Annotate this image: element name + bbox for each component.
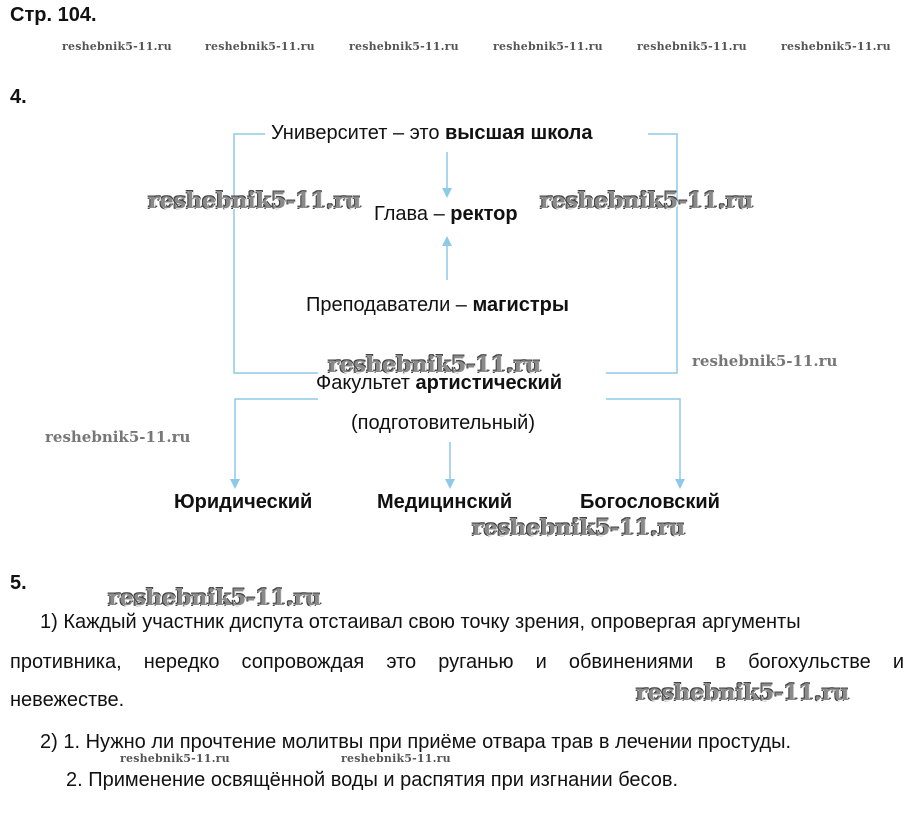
watermark: reshebnik5-11.ru <box>328 352 542 378</box>
answer-1-line-3: невежестве. <box>10 689 125 711</box>
watermark: reshebnik5-11.ru <box>205 40 315 53</box>
university-bold: высшая школа <box>445 122 593 144</box>
diagram-faculty-note: (подготовительный) <box>351 412 535 434</box>
arrow-head-left-branch <box>230 479 240 489</box>
university-prefix: Университет – это <box>271 122 446 144</box>
diagram-node-university <box>271 122 593 145</box>
watermark: reshebnik5-11.ru <box>108 585 322 611</box>
head-bold: ректор <box>450 203 518 225</box>
watermark: reshebnik5-11.ru <box>637 40 747 53</box>
watermark: reshebnik5-11.ru <box>493 40 603 53</box>
branch-line-right <box>606 399 680 482</box>
branch-line-left <box>235 399 318 482</box>
watermark: reshebnik5-11.ru <box>636 680 850 706</box>
answer-1-line-1: 1) Каждый участник диспута отстаивал свою точку зрения, опровергая аргументы <box>40 611 801 633</box>
right-bracket-line <box>606 134 677 373</box>
watermark: reshebnik5-11.ru <box>349 40 459 53</box>
head-prefix: Глава – <box>374 203 451 225</box>
answer-2-line-1: 2) 1. Нужно ли прочтение молитвы при приёме отвара трав в лечении простуды. <box>40 731 792 753</box>
branch-law: Юридический <box>174 491 313 513</box>
teachers-prefix: Преподаватели – <box>306 294 473 316</box>
watermark: reshebnik5-11.ru <box>781 40 891 53</box>
answer-1-line-2: противника, нередко сопровождая это руганью и обвинениями в богохульстве и <box>10 651 904 673</box>
watermark: reshebnik5-11.ru <box>341 752 451 765</box>
arrow-head-up-1 <box>442 236 452 246</box>
answer-2-line-2: 2. Применение освящённой воды и распятия при изгнании бесов. <box>66 769 679 791</box>
watermark: reshebnik5-11.ru <box>120 752 230 765</box>
task-number-5: 5. <box>10 572 27 594</box>
arrow-head-down-1 <box>442 188 452 198</box>
watermark: reshebnik5-11.ru <box>62 40 172 53</box>
diagram-node-head <box>374 203 518 226</box>
watermark: reshebnik5-11.ru <box>148 188 362 214</box>
arrow-head-middle-branch <box>445 479 455 489</box>
page-title: Стр. 104. <box>10 4 97 26</box>
teachers-bold: магистры <box>472 294 569 316</box>
faculty-bold: артистический <box>415 372 563 394</box>
arrow-head-right-branch <box>675 479 685 489</box>
watermark: reshebnik5-11.ru <box>692 352 838 370</box>
left-bracket-line <box>234 134 318 373</box>
faculty-prefix: Факультет <box>316 372 416 394</box>
watermark: reshebnik5-11.ru <box>540 188 754 214</box>
watermark: reshebnik5-11.ru <box>45 428 191 446</box>
diagram-node-teachers <box>306 294 569 317</box>
branch-theology: Богословский <box>580 491 720 513</box>
task-number-4: 4. <box>10 86 27 108</box>
branch-medicine: Медицинский <box>377 491 513 513</box>
watermark: reshebnik5-11.ru <box>472 515 686 541</box>
